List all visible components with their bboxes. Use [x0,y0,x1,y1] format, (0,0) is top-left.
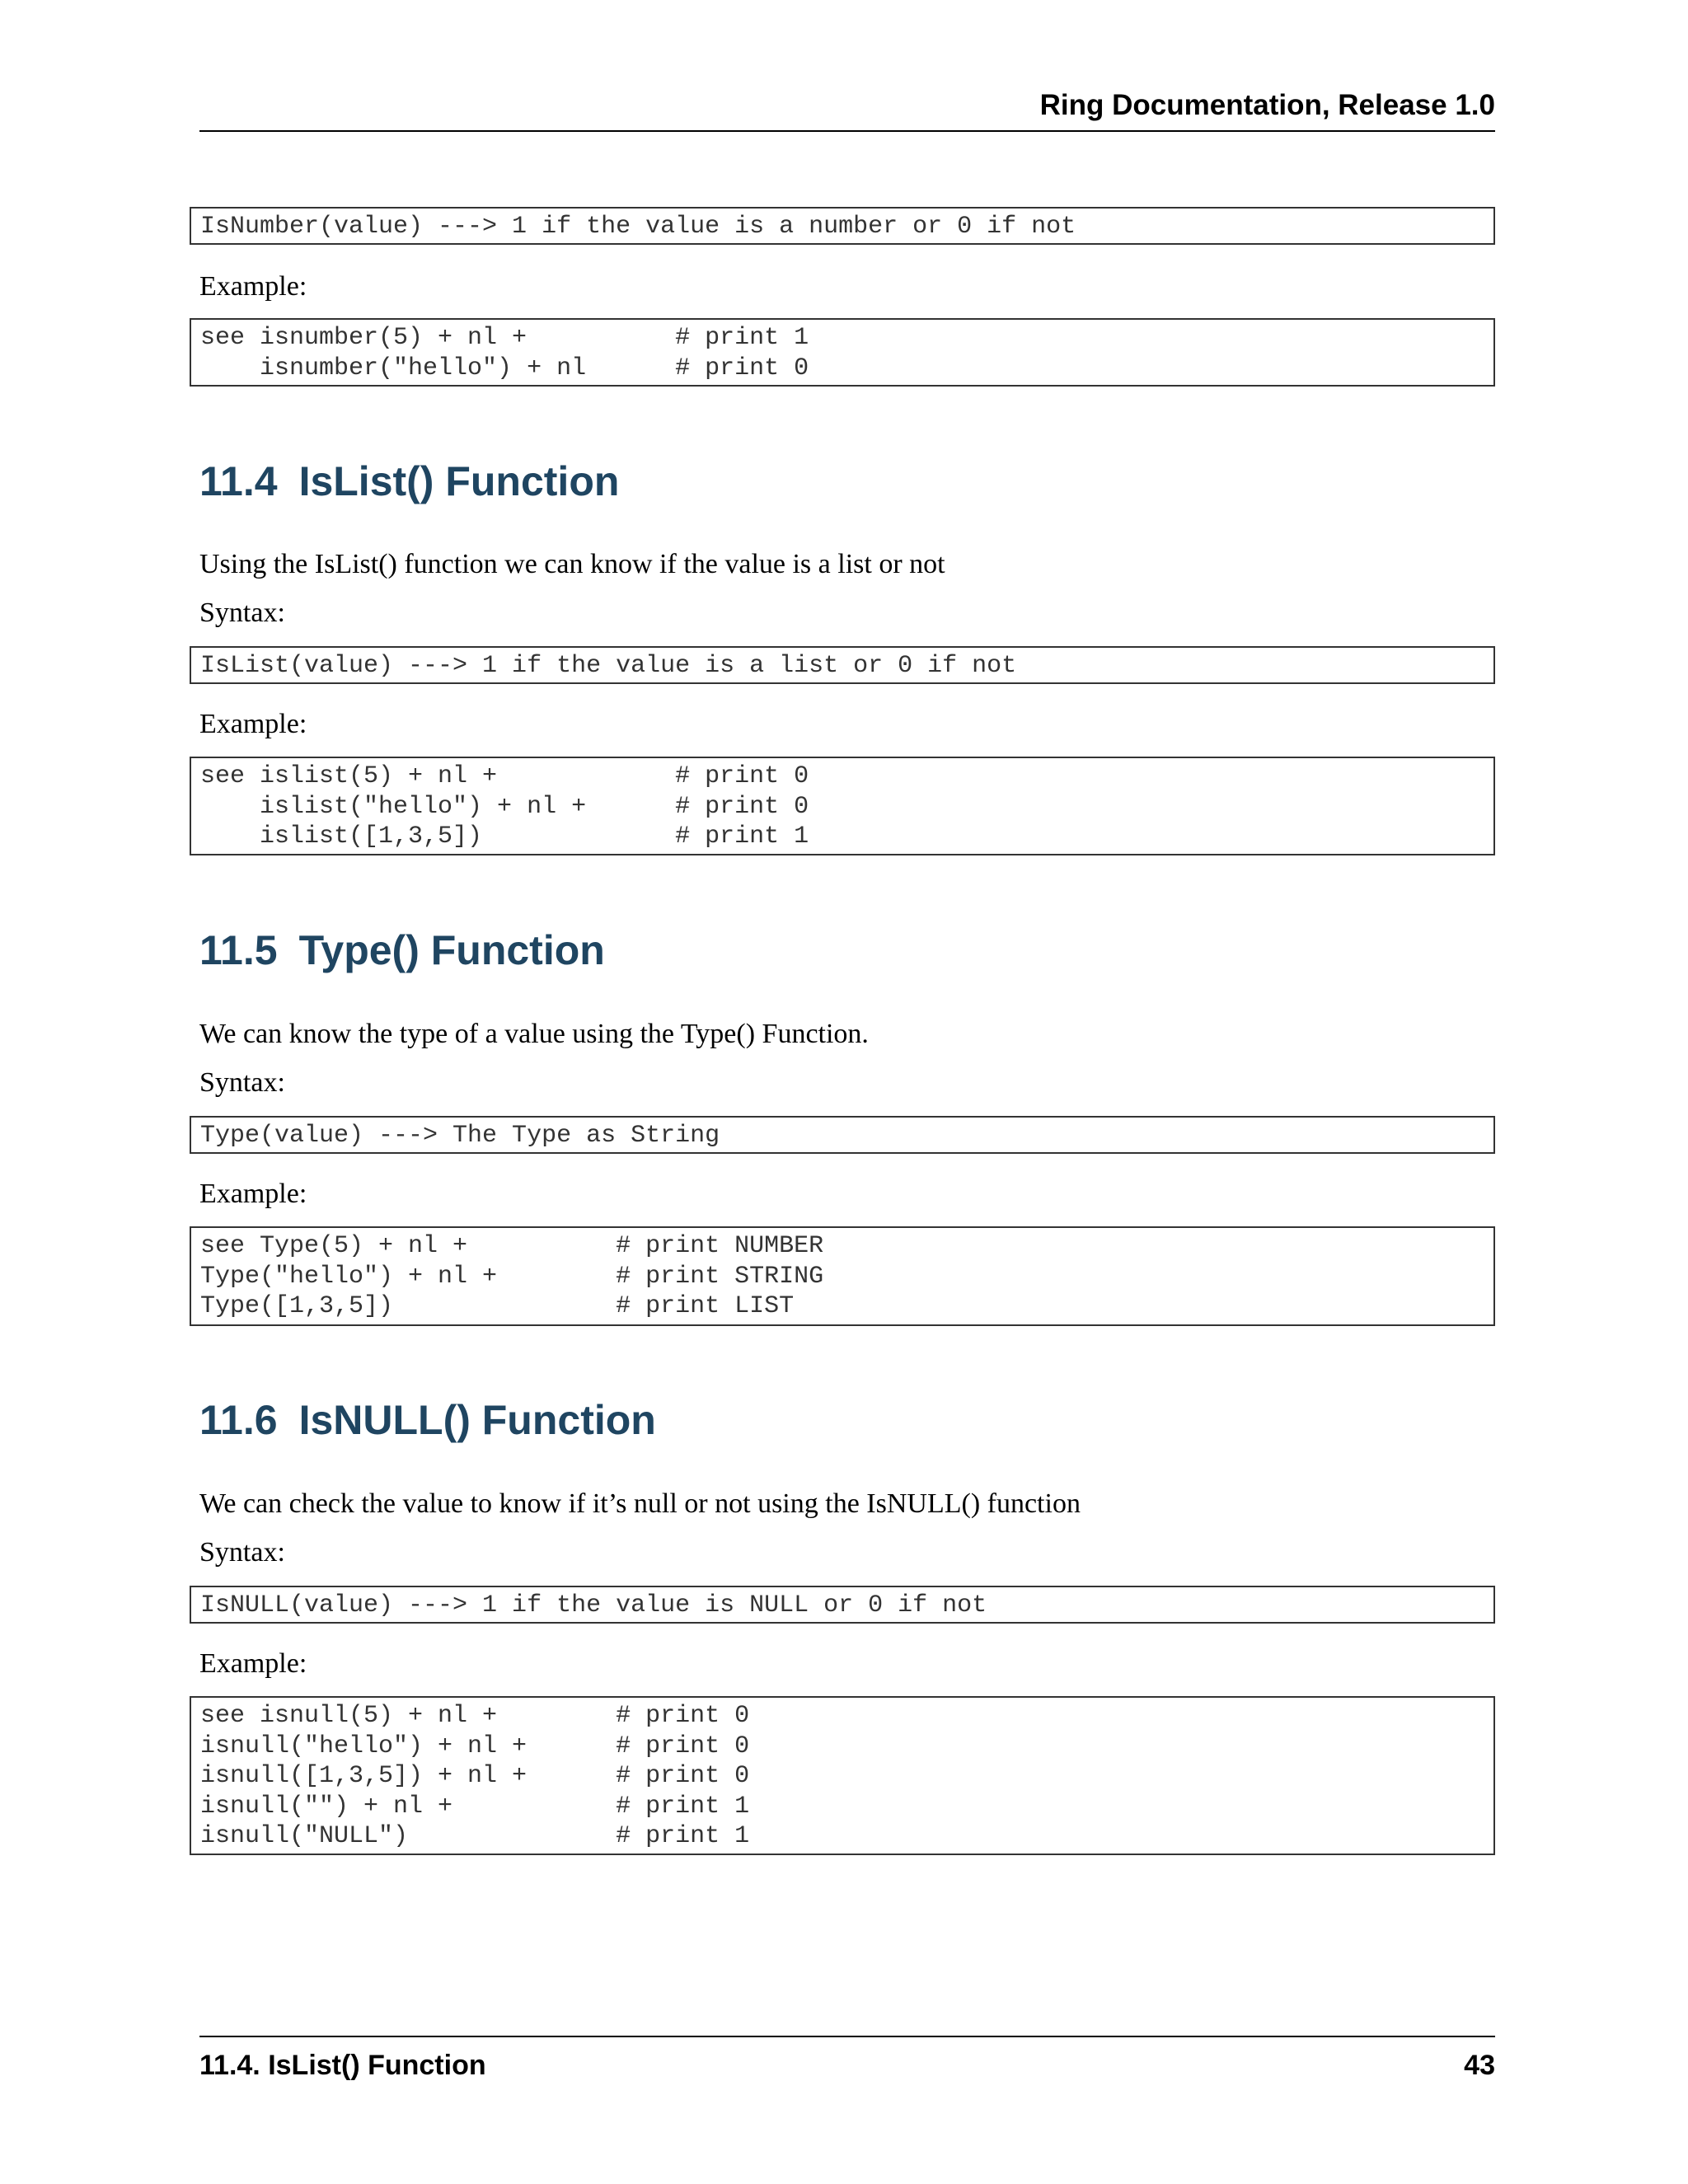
code-line: see isnumber(5) + nl + # print 1 [200,324,809,352]
code-line: see Type(5) + nl + # print NUMBER [200,1232,824,1260]
footer-section-title: 11.4. IsList() Function [199,2050,486,2081]
isnumber-syntax-box [190,207,1495,245]
isnumber-example-box [190,318,1495,387]
islist-example-box [190,757,1495,855]
isnumber-example-label: Example: [199,271,307,302]
code-line: IsNULL(value) ---> 1 if the value is NULL or 0 if not [200,1591,987,1619]
code-line: Type("hello") + nl + # print STRING [200,1262,824,1291]
code-line: Type([1,3,5]) # print LIST [200,1292,795,1320]
code-line: islist([1,3,5]) # print 1 [200,823,809,851]
isnull-description: We can check the value to know if it’s null or not using the IsNULL() function [199,1488,1081,1519]
code-line: isnull("NULL") # print 1 [200,1822,750,1850]
page-number: 43 [1464,2050,1495,2081]
code-line: see isnull(5) + nl + # print 0 [200,1702,750,1730]
code-line: IsList(value) ---> 1 if the value is a list or 0 if not [200,652,1017,680]
islist-description: Using the IsList() function we can know if the value is a list or not [199,549,945,579]
islist-syntax-box [190,646,1495,684]
code-line: islist("hello") + nl + # print 0 [200,792,809,821]
isnull-syntax-box [190,1586,1495,1624]
code-line: isnull([1,3,5]) + nl + # print 0 [200,1762,750,1790]
type-example-box [190,1226,1495,1326]
running-footer [199,2036,1495,2095]
isnull-syntax-label: Syntax: [199,1537,285,1568]
section-heading-11-5 [199,927,605,973]
section-title: IsNULL() Function [298,1397,656,1443]
code-line: isnumber("hello") + nl # print 0 [200,354,809,382]
type-syntax-label: Syntax: [199,1067,285,1098]
section-number: 11.4 [199,458,278,504]
code-line: isnull("hello") + nl + # print 0 [200,1732,750,1760]
type-example-label: Example: [199,1179,307,1209]
section-title: IsList() Function [298,458,620,504]
section-heading-11-4 [199,458,620,504]
islist-example-label: Example: [199,709,307,739]
code-line: see islist(5) + nl + # print 0 [200,762,809,790]
running-header [199,89,1495,132]
type-description: We can know the type of a value using the Type() Function. [199,1019,869,1049]
code-line: isnull("") + nl + # print 1 [200,1792,750,1821]
type-syntax-box [190,1116,1495,1154]
isnull-example-box [190,1696,1495,1855]
code-line: IsNumber(value) ---> 1 if the value is a number or 0 if not [200,213,1076,241]
section-number: 11.5 [199,927,278,973]
section-heading-11-6 [199,1399,656,1441]
section-title: Type() Function [298,927,605,973]
islist-syntax-label: Syntax: [199,598,285,628]
code-line: Type(value) ---> The Type as String [200,1122,720,1150]
section-number: 11.6 [199,1397,278,1443]
document-title: Ring Documentation, Release 1.0 [1039,89,1495,121]
isnull-example-label: Example: [199,1648,307,1679]
